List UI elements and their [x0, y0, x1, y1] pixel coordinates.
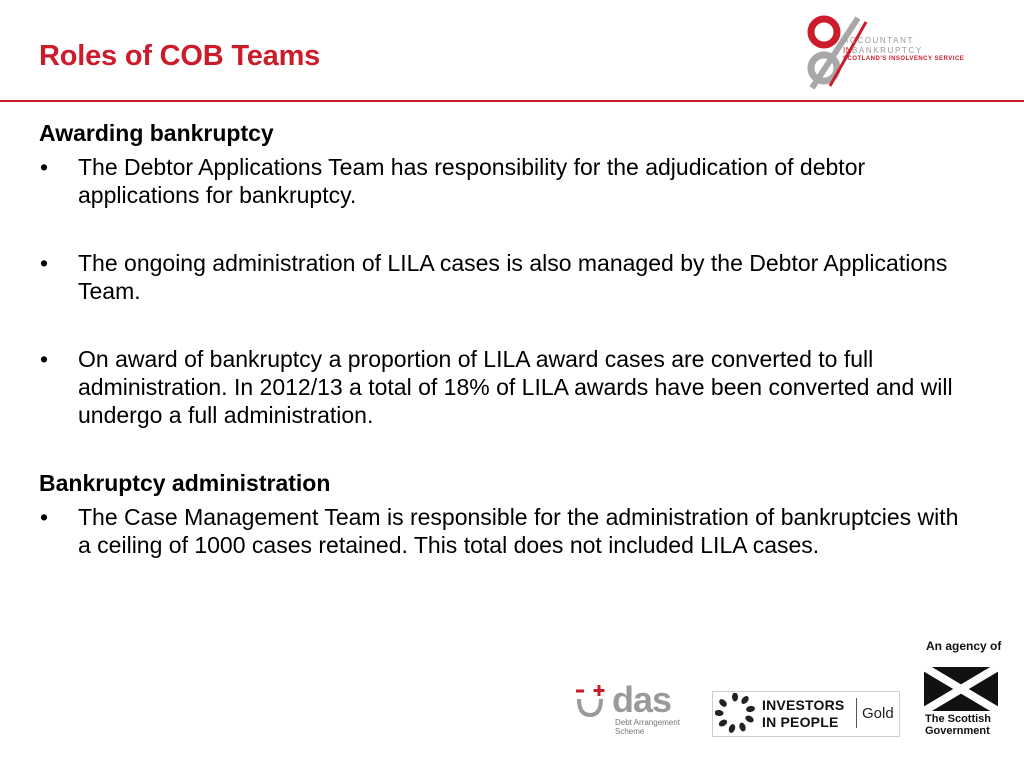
bullet-glyph: • — [40, 504, 49, 530]
iip-level: Gold — [862, 705, 894, 722]
saltire-flag-icon — [924, 667, 998, 711]
title-divider — [0, 100, 1024, 102]
iip-line2: IN PEOPLE — [762, 714, 839, 730]
scottish-government-wordmark — [925, 713, 991, 737]
bullet-item — [39, 153, 969, 209]
section-heading-administration: Bankruptcy administration — [39, 470, 331, 496]
slide-title: Roles of COB Teams — [39, 40, 321, 72]
bullet-text: The Debtor Applications Team has responsibility for the adjudication of debtor applications for bankruptcy. — [78, 154, 866, 208]
das-wordmark: das — [612, 679, 672, 720]
bullet-text: The Case Management Team is responsible for the administration of bankruptcies with a ceiling of 1000 cases retained. This total does not included LILA cases. — [78, 504, 959, 558]
das-subtitle-line1: Debt Arrangement — [615, 718, 680, 727]
agency-label: An agency of — [926, 639, 1002, 653]
bullet-text: The ongoing administration of LILA cases is also managed by the Debtor Applications Team. — [78, 250, 948, 304]
aib-logo-bankruptcy: BANKRUPTCY — [852, 46, 923, 55]
iip-divider — [856, 698, 857, 728]
bullet-item — [39, 503, 969, 559]
bullet-item — [39, 249, 969, 305]
bullet-glyph: • — [40, 346, 49, 372]
bullet-glyph: • — [40, 154, 49, 180]
aib-logo-in: IN — [843, 46, 852, 55]
investors-in-people-wordmark — [762, 697, 844, 731]
aib-logo-tagline: SCOTLAND'S INSOLVENCY SERVICE — [843, 56, 965, 62]
section-heading-awarding: Awarding bankruptcy — [39, 120, 274, 146]
gov-line2: Government — [925, 725, 990, 737]
gov-line1: The Scottish — [925, 713, 992, 725]
das-subtitle — [615, 718, 680, 736]
das-subtitle-line2: Scheme — [615, 727, 645, 736]
aib-logo-line1: ACCOUNTANT — [843, 36, 914, 45]
investors-in-people-wreath-icon — [715, 693, 755, 733]
iip-line1: INVESTORS — [762, 697, 845, 713]
aib-logo-line2 — [843, 46, 923, 55]
slide-body — [39, 119, 969, 559]
bullet-item — [39, 345, 969, 429]
bullet-glyph: • — [40, 250, 49, 276]
bullet-text: On award of bankruptcy a proportion of LILA award cases are converted to full administration. In 2012/13 a total of 18% of LILA awards have been converted and will undergo a full administration. — [78, 346, 953, 428]
